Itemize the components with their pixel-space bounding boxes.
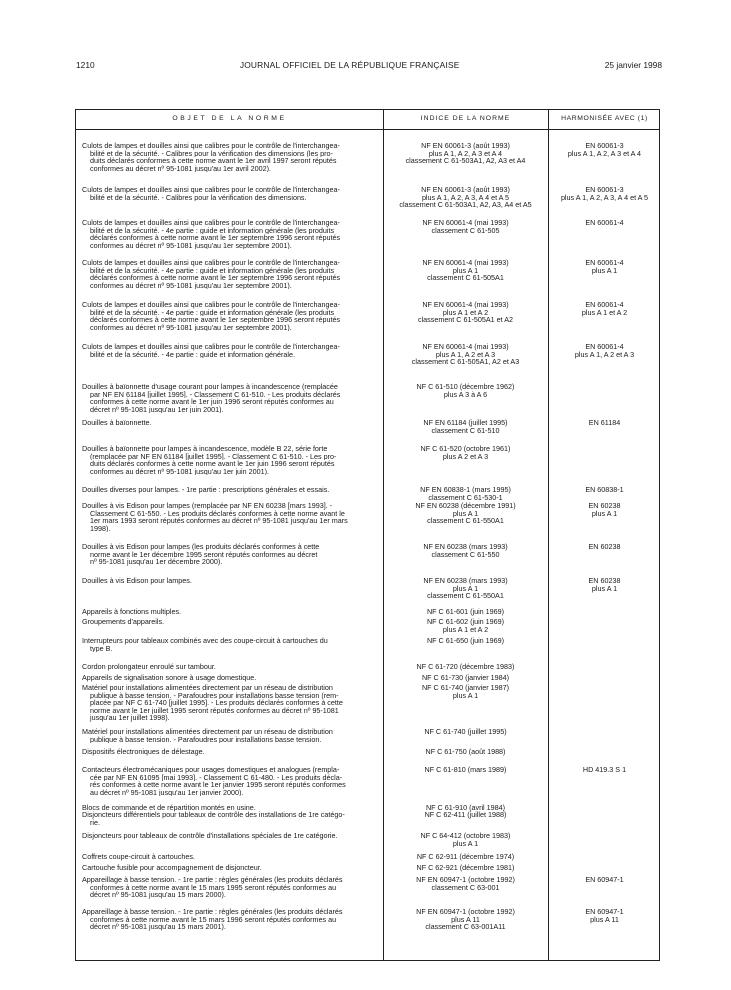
norm-index-cell [383,748,548,756]
norm-index-line: NF C 61-520 (octobre 1961) [420,444,511,453]
norm-index-line: plus A 1 et A 2 [442,307,489,317]
norm-index-cell [383,908,548,931]
norm-subject-line: Douilles à vis Edison pour lampes (remplacée par NF EN 60238 [mars 1993]. - [82,502,333,510]
norm-index-cell [383,142,548,165]
norm-index-line: plus A 1 [452,265,479,275]
norm-index-cell [383,486,548,501]
norm-harmonized-line: EN 60238 [588,501,621,510]
norm-subject-line: Douilles à vis Edison pour lampes. [82,577,192,585]
norm-subject-cell [82,445,379,475]
norm-index-line: NF EN 60061-3 (août 1993) [421,185,510,194]
norm-index-cell [383,663,548,671]
norm-index-line: plus A 1 [452,583,479,593]
norm-harmonized-cell [548,766,661,774]
norm-index-line: NF EN 60947-1 (octobre 1992) [416,875,515,884]
norm-harmonized-cell [548,486,661,494]
norm-harmonized-line: EN 60838-1 [585,485,624,494]
norm-subject-line: Groupements d'appareils. [82,618,165,626]
norm-subject-line: nº 95-1081 jusqu'au 1er décembre 2000). [90,558,223,566]
norm-harmonized-line: plus A 1, A 2, A 3 et A 4 [567,148,642,158]
norm-index-cell [383,811,548,819]
norm-subject-cell [82,908,379,931]
norm-harmonized-line: EN 60061-4 [585,218,624,227]
norm-subject-line: Blocs de commande et de répartition montés en usine. [82,804,256,812]
norm-subject-line: publique à basse tension. - Parafoudres pour installations basse tension (rem- [90,691,339,700]
norm-subject-line: (remplacée par NF EN 61184 [juillet 1995]. - Classement C 61-510. - Les pro- [90,452,337,461]
norm-harmonized-line: plus A 11 [590,914,619,924]
norm-index-line: NF C 61-910 (avril 1984) [425,803,506,812]
norm-subject-line: déclarés conformes à cette norme avant le 1er septembre 1996 seront réputés [90,234,341,242]
norm-harmonized-cell [548,876,661,884]
norm-harmonized-line: EN 61184 [588,418,621,427]
norm-harmonized-cell [548,343,661,358]
norm-index-cell [383,853,548,861]
column-header-harmonisee: HARMONISÉE AVEC (1) [561,115,648,122]
norm-subject-line: Douilles à vis Edison pour lampes (les produits déclarés conformes à cette [82,543,320,551]
norm-index-line: plus A 1 [452,690,479,700]
norm-subject-line: norme avant le 1er décembre 1995 seront réputés conformes au décret [90,550,318,559]
norm-index-line: NF EN 60238 (mars 1993) [423,542,508,551]
norm-subject-line: jusqu'au 1er juillet 1998). [90,714,170,722]
norm-subject-line: Appareillage à basse tension. - 1re partie : règles générales (les produits déclarés [82,876,343,884]
norm-index-cell [383,543,548,558]
norm-subject-cell [82,486,379,494]
norm-index-cell [383,684,548,699]
norm-subject-line: conformes au décret nº 95-1081 jusqu'au 1er septembre 2001). [90,281,292,290]
norm-index-line: classement C 61-550 [431,549,500,559]
norm-harmonized-line: plus A 1 [591,265,618,275]
norm-subject-line: duits déclarés conformes à cette norme avant le 1er avril 1997 seront réputés [90,157,337,165]
norm-index-line: plus A 1, A 2 et A 3 [435,349,496,359]
page-number: 1210 [76,60,95,70]
page-header [76,59,662,71]
norm-subject-line: Douilles à baïonnette pour lampes à incandescence, modèle B 22, série forte [82,445,328,453]
column-header-objet: OBJET DE LA NORME [172,115,287,122]
norm-harmonized-cell [548,259,661,274]
norm-harmonized-cell [548,502,661,517]
norm-subject-cell [82,186,379,201]
norm-subject-line: 1er mars 1993 seront réputés conformes au décret nº 95-1081 jusqu'au 1er mars [90,517,348,525]
norm-index-line: plus A 1 et A 2 [442,624,489,634]
norm-index-cell [383,419,548,434]
publication-date: 25 janvier 1998 [604,60,662,70]
norm-index-cell [383,637,548,645]
norm-subject-line: bilité et de la sécurité. - Calibres pour la vérification des dimensions. [90,193,307,202]
norm-index-cell [383,301,548,324]
norm-subject-line: Coffrets coupe-circuit à cartouches. [82,853,195,861]
norm-subject-cell [82,301,379,331]
norm-subject-cell [82,876,379,899]
norm-subject-cell [82,259,379,289]
norm-subject-line: Contacteurs électromécaniques pour usages domestiques et analogues (rempla- [82,766,340,774]
norm-subject-line: Classement C 61-550. - Les produits déclarés conformes à cette norme avant le [90,509,345,518]
norm-index-cell [383,445,548,460]
norm-harmonized-line: EN 60947-1 [585,907,624,916]
norm-subject-line: Disjoncteurs différentiels pour tableaux de contrôle des installations de 1re catégo- [82,811,345,819]
norm-subject-cell [82,383,379,413]
norm-harmonized-cell [548,301,661,316]
norm-index-line: classement C 63-001A11 [425,922,506,932]
norm-subject-line: Culots de lampes et douilles ainsi que calibres pour le contrôle de l'interchangea- [82,219,340,227]
norm-subject-cell [82,663,379,671]
norm-subject-line: cée par NF EN 61095 [mai 1993]. - Classement C 61-480. - Les produits décla- [90,773,343,782]
norm-index-line: NF C 61-740 (juillet 1995) [424,727,507,736]
norm-index-line: plus A 1, A 2, A 3 et A 4 [428,148,503,158]
norm-subject-line: Cordon prolongateur enroulé sur tambour. [82,663,216,671]
norm-index-line: NF C 61-510 (décembre 1962) [416,382,515,391]
norm-index-cell [383,728,548,736]
norm-subject-cell [82,853,379,861]
norm-index-line: plus A 1 [452,508,479,518]
norm-subject-cell [82,219,379,249]
norm-index-line: plus A 1, A 2, A 3, A 4 et A 5 [421,192,510,202]
norm-index-line: classement C 61-503A1, A2, A3, A4 et A5 [399,200,532,210]
norm-harmonized-cell [548,219,661,227]
norm-harmonized-line: EN 60947-1 [585,875,624,884]
norm-subject-line: déclarés conformes à cette norme avant le 1er septembre 1996 seront réputés [90,274,341,282]
journal-title: JOURNAL OFFICIEL DE LA RÉPUBLIQUE FRANÇAISE [239,60,460,70]
norm-subject-line: décret nº 95-1081 jusqu'au 1er juin 2001). [90,405,224,414]
norm-subject-line: Disjoncteurs pour tableaux de contrôle d'installations spéciales de 1re catégorie. [82,832,338,840]
norm-subject-line: conformes au décret nº 95-1081 jusqu'au 1er septembre 2001). [90,241,292,250]
norm-harmonized-line: EN 60061-3 [585,141,624,150]
norm-index-line: classement C 61-505 [431,225,500,235]
norm-harmonized-cell [548,419,661,427]
norm-subject-cell [82,577,379,585]
norm-subject-line: Douilles diverses pour lampes. - 1re partie : prescriptions générales et essais. [82,486,330,494]
norm-subject-line: Cartouche fusible pour accompagnement de disjoncteur. [82,864,262,872]
norm-harmonized-line: plus A 1 [591,508,618,518]
norm-index-line: classement C 61-505A1, A2 et A3 [411,357,520,367]
norm-index-cell [383,832,548,847]
norm-subject-line: conformes au décret nº 95-1081 jusqu'au 1er juin 2001). [90,467,270,476]
norm-subject-line: par NF EN 61184 [juillet 1995]. - Classement C 61-510. - Les produits déclarés [90,390,341,399]
norm-index-line: plus A 3 à A 6 [443,389,488,399]
norm-harmonized-line: plus A 1, A 2 et A 3 [574,349,635,359]
norm-index-line: NF EN 61184 (juillet 1995) [423,418,508,427]
norm-index-line: NF C 61-740 (janvier 1987) [421,683,510,692]
norm-index-line: NF EN 60061-3 (août 1993) [421,141,510,150]
norm-subject-line: au décret nº 95-1081 jusqu'au 1er janvier 2000). [90,788,244,797]
norm-index-line: NF C 62-411 (juillet 1988) [424,810,507,819]
norm-index-line: classement C 61-550A1 [427,591,504,601]
norm-subject-cell [82,748,379,756]
norm-subject-line: décret nº 95-1081 jusqu'au 15 mars 2000). [90,891,226,899]
norm-index-cell [383,766,548,774]
norm-subject-line: publique à basse tension. - Parafoudres pour installations basse tension. [90,735,322,744]
header-divider [76,129,659,130]
norm-harmonized-line: EN 60061-4 [585,300,624,309]
norm-index-line: classement C 63-001 [431,882,500,892]
norm-index-line: NF EN 60061-4 (mai 1993) [422,218,509,227]
norm-index-line: NF C 61-650 (juin 1969) [426,636,505,645]
norm-subject-cell [82,684,379,722]
norm-subject-line: conformes au décret nº 95-1081 jusqu'au 1er septembre 2001). [90,323,292,332]
norm-index-line: NF EN 60238 (décembre 1991) [415,501,516,510]
norm-subject-line: duits déclarés conformes à cette norme avant le 1er juin 1996 seront réputés [90,460,335,468]
norm-index-line: NF EN 60061-4 (mai 1993) [422,342,509,351]
norm-index-cell [383,608,548,616]
norm-subject-line: rie. [90,818,100,827]
norm-subject-line: Appareils à fonctions multiples. [82,608,182,616]
norm-index-cell [383,219,548,234]
norm-subject-cell [82,811,379,826]
standards-table [75,109,660,961]
norm-index-line: NF C 61-601 (juin 1969) [426,607,505,616]
norm-subject-line: bilité et de la sécurité. - 4e partie : guide et information générale (les produits [90,266,335,275]
norm-harmonized-cell [548,142,661,157]
norm-index-line: plus A 11 [451,914,480,924]
norm-subject-line: Culots de lampes et douilles ainsi que calibres pour le contrôle de l'interchangea- [82,186,340,194]
norm-index-line: NF C 61-720 (décembre 1983) [416,662,515,671]
norm-harmonized-cell [548,186,661,201]
norm-subject-line: Appareils de signalisation sonore à usage domestique. [82,674,257,682]
norm-subject-line: type B. [90,644,113,653]
norm-subject-line: Culots de lampes et douilles ainsi que calibres pour le contrôle de l'interchangea- [82,343,340,351]
norm-subject-cell [82,766,379,796]
norm-subject-line: Culots de lampes et douilles ainsi que calibres pour le contrôle de l'interchangea- [82,259,340,267]
norm-subject-line: rés conformes à cette norme avant le 1er janvier 1995 seront réputés conformes [90,781,346,789]
norm-subject-line: bilité et de la sécurité. - 4e partie : guide et information générale (les produits [90,308,335,317]
norm-subject-line: placée par NF C 61-740 [juillet 1995]. - Les produits déclarés conformes à cette [90,699,343,707]
norm-index-cell [383,502,548,525]
norm-subject-line: conformes au décret nº 95-1081 jusqu'au 1er avril 2002). [90,164,271,173]
norm-subject-line: Appareillage à basse tension. - 1re partie : règles générales (les produits déclarés [82,908,343,916]
norm-index-line: classement C 61-505A1 et A2 [417,315,514,325]
norm-harmonized-cell [548,543,661,551]
norm-subject-line: bilité et de la sécurité. - Calibres pour la vérification des dimensions (les pro- [90,149,333,158]
norm-index-line: NF EN 60238 (mars 1993) [423,576,508,585]
norm-harmonized-cell [548,577,661,592]
norm-subject-line: 1998). [90,524,111,533]
norm-subject-cell [82,618,379,626]
norm-subject-line: conformes à cette norme avant le 15 mars 1995 seront réputés conformes au [90,883,337,892]
norm-index-line: NF C 61-730 (janvier 1984) [421,673,510,682]
norm-index-line: NF EN 60061-4 (mai 1993) [422,300,509,309]
norm-subject-cell [82,608,379,616]
norm-index-cell [383,864,548,872]
norm-subject-line: Interrupteurs pour tableaux combinés avec des coupe-circuit à cartouches du [82,637,328,645]
norm-subject-cell [82,142,379,172]
norm-index-cell [383,577,548,600]
norm-subject-cell [82,728,379,743]
norm-index-line: plus A 1 [452,838,479,848]
column-divider [548,110,549,960]
norm-subject-line: norme avant le 1er juillet 1995 seront réputés conformes au décret nº 95-1081 [90,706,339,715]
norm-subject-line: Douilles à baïonnette. [82,419,152,427]
norm-subject-cell [82,832,379,840]
norm-index-line: classement C 61-530-1 [428,492,503,502]
norm-index-line: NF C 62-911 (décembre 1974) [416,852,515,861]
norm-subject-line: décret nº 95-1081 jusqu'au 15 mars 2001). [90,923,226,931]
norm-index-cell [383,876,548,891]
norm-index-cell [383,618,548,633]
norm-harmonized-line: EN 60238 [588,576,621,585]
norm-index-line: NF C 62-921 (décembre 1981) [416,863,515,872]
norm-index-cell [383,343,548,366]
norm-subject-line: Culots de lampes et douilles ainsi que calibres pour le contrôle de l'interchangea- [82,142,340,150]
norm-subject-cell [82,343,379,358]
norm-subject-cell [82,543,379,566]
norm-subject-line: Culots de lampes et douilles ainsi que calibres pour le contrôle de l'interchangea- [82,301,340,309]
norm-harmonized-line: EN 60061-4 [585,258,624,267]
norm-harmonized-line: EN 60238 [588,542,621,551]
norm-harmonized-line: plus A 1 [591,583,618,593]
norm-subject-cell [82,674,379,682]
norm-index-cell [383,674,548,682]
norm-index-line: NF EN 60061-4 (mai 1993) [422,258,509,267]
norm-index-line: classement C 61-503A1, A2, A3 et A4 [405,156,526,166]
norm-index-line: NF C 61-602 (juin 1969) [426,617,505,626]
norm-subject-line: conformes à cette norme avant le 15 mars 1996 seront réputés conformes au [90,915,337,924]
norm-subject-cell [82,502,379,532]
norm-subject-line: Dispositifs électroniques de délestage. [82,748,205,756]
norm-harmonized-line: EN 60061-4 [585,342,624,351]
column-header-indice: INDICE DE LA NORME [420,115,511,122]
norm-subject-line: Matériel pour installations alimentées directement par un réseau de distribution [82,684,333,692]
norm-subject-cell [82,637,379,652]
norm-index-line: classement C 61-510 [431,425,500,435]
norm-harmonized-line: EN 60061-3 [585,185,624,194]
norm-subject-line: bilité et de la sécurité. - 4e partie : guide et information générale. [90,350,295,359]
norm-subject-cell [82,419,379,427]
norm-index-cell [383,259,548,282]
norm-index-cell [383,186,548,209]
norm-index-line: NF EN 60947-1 (octobre 1992) [416,907,515,916]
norm-harmonized-line: HD 419.3 S 1 [582,765,627,774]
norm-index-line: NF C 64-412 (octobre 1983) [420,831,511,840]
norm-harmonized-cell [548,908,661,923]
norm-subject-cell [82,864,379,872]
norm-subject-line: bilité et de la sécurité. - 4e partie : guide et information générale (les produits [90,226,335,235]
norm-subject-line: déclarés conformes à cette norme avant le 1er septembre 1996 seront réputés [90,316,341,324]
norm-subject-line: Douilles à baïonnette d'usage courant pour lampes à incandescence (remplacée [82,383,338,391]
norm-index-line: classement C 61-505A1 [427,273,504,283]
norm-index-line: NF C 61-750 (août 1988) [425,747,506,756]
norm-index-cell [383,383,548,398]
norm-harmonized-line: plus A 1 et A 2 [581,307,628,317]
norm-index-line: NF EN 60838-1 (mars 1995) [420,485,511,494]
norm-index-line: classement C 61-550A1 [427,516,504,526]
norm-subject-line: conformes à cette norme avant le 1er juin 1996 seront réputés conformes au [90,398,334,406]
norm-harmonized-line: plus A 1, A 2, A 3, A 4 et A 5 [560,192,649,202]
norm-index-line: plus A 2 et A 3 [442,451,489,461]
norm-index-line: NF C 61-810 (mars 1989) [424,765,507,774]
norm-subject-line: Matériel pour installations alimentées directement par un réseau de distribution [82,728,333,736]
